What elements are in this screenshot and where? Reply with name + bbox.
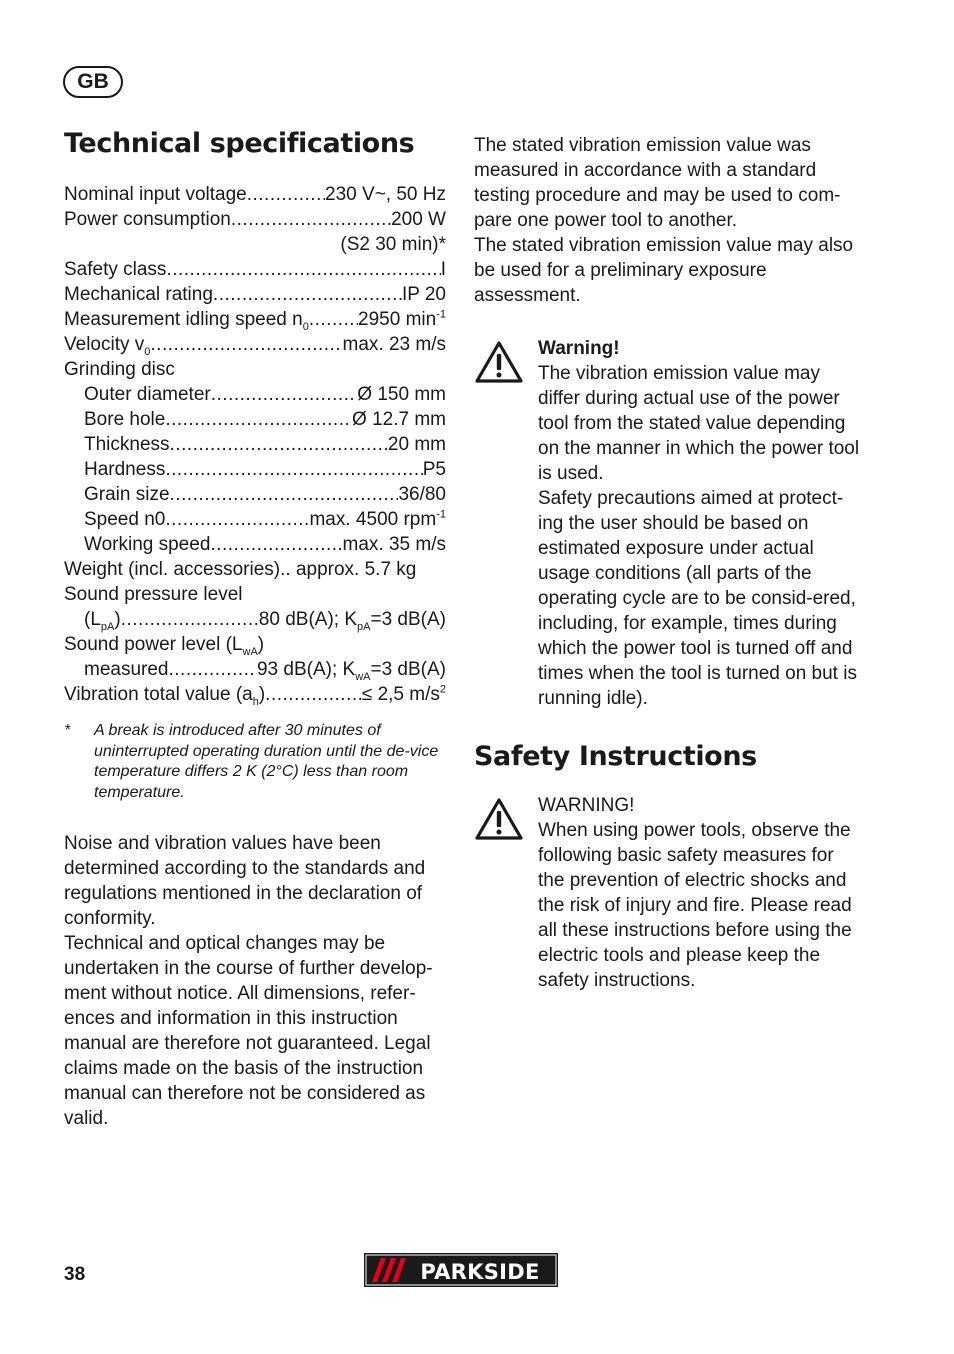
spec-label-text: Velocity v	[64, 334, 145, 355]
spec-value-text: P5	[422, 459, 446, 480]
spec-leader-dots	[170, 432, 388, 457]
spec-superscript: -1	[436, 508, 446, 521]
spec-label	[84, 482, 170, 507]
spec-leader-dots	[166, 257, 440, 282]
spec-row	[64, 607, 446, 632]
spec-subscript: wA	[242, 645, 258, 658]
spec-label	[84, 532, 210, 557]
spec-leader-dots	[170, 482, 399, 507]
spec-leader-dots	[165, 457, 422, 482]
spec-value-text: max. 23 m/s	[342, 334, 446, 355]
spec-label-text: Safety class	[64, 259, 167, 280]
spec-value	[257, 657, 446, 682]
warning-text-1: The vibration emission value may differ during actual use of the power tool from the stated value depending on the manner in which the power tool is used.	[538, 363, 860, 484]
spec-label	[64, 257, 166, 282]
spec-plain-text: Sound pressure level	[64, 584, 243, 605]
spec-label-text: Bore hole	[84, 409, 166, 430]
spec-row	[64, 682, 446, 707]
spec-label-text: Vibration total value (a	[64, 684, 253, 705]
spec-label	[84, 607, 121, 632]
spec-label-text: Measurement idling speed n	[64, 309, 303, 330]
spec-value-text: Ø 12.7 mm	[352, 409, 446, 430]
spec-label-text: )	[114, 609, 121, 630]
safety-warning-title: WARNING!	[538, 795, 635, 816]
spec-superscript: -1	[436, 308, 446, 321]
parkside-logo	[364, 1253, 558, 1287]
spec-value-text: 36/80	[398, 484, 446, 505]
spec-plain-text: )	[257, 634, 265, 655]
spec-label-text: Hardness	[84, 459, 166, 480]
safety-warning-text: When using power tools, observe the following basic safety measures for the prevention of electric shocks and the risk of injury and fire. Please read all these instructions before using the electric tools and please keep the safety instructions.	[538, 820, 852, 991]
spec-leader-dots	[121, 607, 259, 632]
spec-value	[259, 607, 446, 632]
spec-plain-text: Weight (incl. accessories).. approx. 5.7 kg	[64, 559, 417, 580]
spec-heading-line	[64, 632, 446, 657]
spec-label	[64, 207, 231, 232]
page-number: 38	[64, 1264, 86, 1285]
spec-value-text: =3 dB(A)	[370, 609, 446, 630]
spec-row	[64, 657, 446, 682]
spec-leader-dots	[211, 382, 358, 407]
spec-label-text: Working speed	[84, 534, 211, 555]
vibration-paragraph-1: The stated vibration emission value was measured in accordance with a standard testing procedure and may be used to com-pare one power tool to another.	[474, 135, 841, 231]
footnote-star: *	[64, 722, 71, 739]
spec-heading-line	[64, 357, 446, 382]
warning-title: Warning!	[538, 338, 620, 359]
safety-warning	[474, 793, 862, 993]
spec-value-text: 230 V~, 50 Hz	[325, 184, 446, 205]
safety-instructions-heading: Safety Instructions	[474, 741, 757, 772]
spec-label	[64, 282, 213, 307]
spec-leader-dots	[309, 307, 358, 332]
spec-row	[64, 257, 446, 282]
spec-heading-line	[64, 582, 446, 607]
footnote-text: A break is introduced after 30 minutes of uninterrupted operating duration until the de-vice temperature differs 2 K (2°C) less than room temperature.	[94, 722, 439, 801]
spec-row	[64, 307, 446, 332]
technical-specifications-heading: Technical specifications	[64, 128, 415, 159]
spec-row	[64, 282, 446, 307]
left-column	[64, 124, 446, 1131]
spec-value	[358, 307, 446, 332]
spec-leader-dots	[169, 657, 257, 682]
spec-leader-dots	[165, 507, 309, 532]
spec-value-text: max. 35 m/s	[342, 534, 446, 555]
spec-subscript: 0	[144, 345, 151, 358]
spec-row	[64, 457, 446, 482]
spec-row	[64, 207, 446, 232]
spec-value	[362, 682, 446, 707]
spec-label	[64, 307, 309, 332]
spec-plain-text: Grinding disc	[64, 359, 175, 380]
spec-row	[64, 182, 446, 207]
spec-label-text: (L	[84, 609, 101, 630]
spec-label	[84, 432, 170, 457]
brand-name: PARKSIDE	[420, 1260, 540, 1284]
spec-value-text: 20 mm	[387, 434, 446, 455]
spec-row	[64, 382, 446, 407]
spec-subscript: wA	[355, 670, 371, 683]
right-column	[474, 133, 862, 993]
spec-label-text: Thickness	[84, 434, 170, 455]
spec-label	[64, 182, 247, 207]
vibration-warning	[474, 336, 862, 711]
spec-label-text: Outer diameter	[84, 384, 211, 405]
spec-value	[343, 532, 446, 557]
spec-subscript: pA	[100, 620, 115, 633]
spec-value	[388, 432, 446, 457]
spec-value	[309, 507, 446, 532]
spec-value-text: IP 20	[401, 284, 446, 305]
spec-label-text: Power consumption	[64, 209, 231, 230]
spec-label	[64, 332, 150, 357]
spec-leader-dots	[265, 682, 362, 707]
spec-label	[84, 407, 165, 432]
spec-value	[325, 182, 446, 207]
spec-value-text: I	[440, 259, 446, 280]
spec-value-text: Ø 150 mm	[357, 384, 446, 405]
spec-label	[64, 682, 265, 707]
spec-label-text: )	[258, 684, 266, 705]
spec-continuation: (S2 30 min)*	[340, 234, 446, 255]
spec-subscript: pA	[357, 620, 371, 633]
spec-leader-dots	[210, 532, 342, 557]
warning-text-2: Safety precautions aimed at protect-ing the user should be based on estimated exposure under actual usage conditions (all parts of the operating cycle are to be consid-ered, including, for example, times during which the power tool is turned off and times when the tool is turned on but is running idle).	[538, 488, 857, 709]
spec-value-text: 200 W	[391, 209, 446, 230]
spec-value-text: max. 4500 rpm	[309, 509, 437, 530]
spec-value	[343, 332, 446, 357]
spec-value-text: 2950 min	[358, 309, 437, 330]
spec-label-text: Nominal input voltage	[64, 184, 247, 205]
spec-label	[84, 507, 165, 532]
spec-value	[352, 407, 446, 432]
spec-superscript: 2	[439, 683, 446, 696]
spec-leader-dots	[231, 207, 391, 232]
spec-row	[64, 332, 446, 357]
spec-row	[64, 432, 446, 457]
spec-leader-dots	[213, 282, 402, 307]
spec-row	[64, 532, 446, 557]
spec-subscript: 0	[302, 320, 309, 333]
spec-leader-dots	[247, 182, 325, 207]
spec-heading-line	[64, 557, 446, 582]
spec-label	[84, 657, 169, 682]
spec-subscript: h	[252, 695, 259, 708]
spec-list	[64, 182, 446, 707]
spec-value	[441, 257, 446, 282]
spec-leader-dots	[165, 407, 352, 432]
spec-label-text: Speed n0	[84, 509, 166, 530]
spec-value-text: 93 dB(A); K	[256, 659, 356, 680]
vibration-paragraph-2: The stated vibration emission value may also be used for a preliminary exposure assessment.	[474, 235, 854, 306]
spec-row	[64, 407, 446, 432]
spec-value-text: 80 dB(A); K	[258, 609, 358, 630]
spec-value	[357, 382, 446, 407]
language-badge: GB	[63, 66, 123, 98]
spec-value	[423, 457, 446, 482]
spec-label	[84, 382, 211, 407]
spec-value-text: ≤ 2,5 m/s	[361, 684, 440, 705]
spec-value	[398, 482, 446, 507]
spec-plain-text: Sound power level (L	[64, 634, 243, 655]
spec-value	[402, 282, 446, 307]
spec-value-text: =3 dB(A)	[370, 659, 446, 680]
spec-label-text: Grain size	[84, 484, 170, 505]
spec-row	[64, 507, 446, 532]
spec-label	[84, 457, 165, 482]
footnote	[64, 721, 446, 803]
spec-row	[64, 482, 446, 507]
warning-triangle-icon	[474, 793, 538, 993]
changes-paragraph: Technical and optical changes may be undertaken in the course of further develop-ment without notice. All dimensions, refer-ences and information in this instruction manual are therefore not guaranteed. Legal claims made on the basis of the instruction manual can therefore not be considered as valid.	[64, 933, 433, 1129]
spec-value	[391, 207, 446, 232]
warning-triangle-icon	[474, 336, 538, 711]
spec-label-text: Mechanical rating	[64, 284, 213, 305]
spec-label-text: measured	[84, 659, 169, 680]
noise-vibration-paragraph: Noise and vibration values have been determined according to the standards and regulations mentioned in the declaration of conformity.	[64, 833, 426, 929]
spec-leader-dots	[150, 332, 342, 357]
